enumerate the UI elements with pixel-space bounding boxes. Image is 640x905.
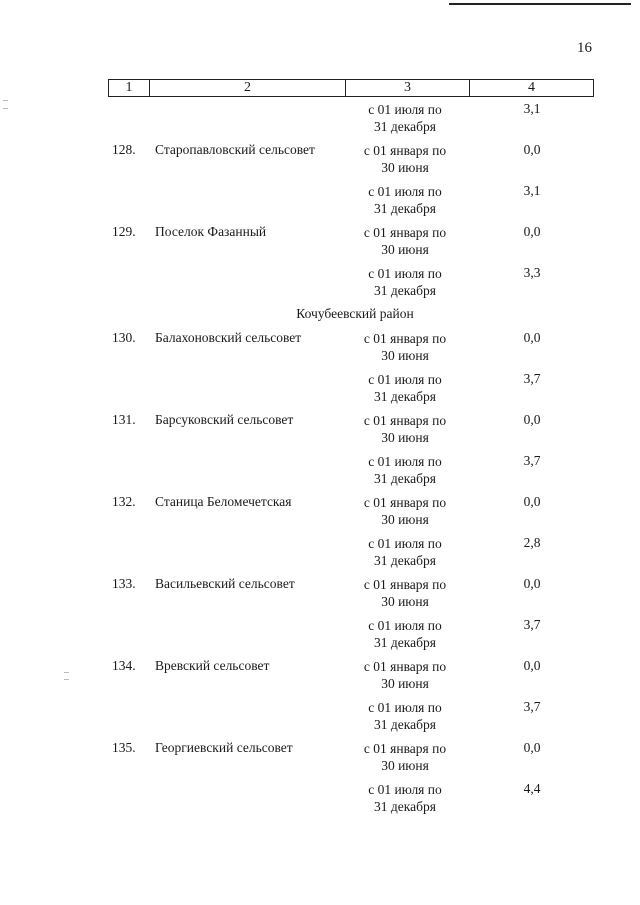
period-start: с 01 июля по [368, 782, 442, 797]
row-number: 128. [112, 142, 136, 157]
row-number: 133. [112, 576, 136, 591]
row-value: 3,1 [523, 183, 541, 198]
page-number: 16 [577, 40, 592, 56]
row-period [345, 699, 465, 733]
period-start: с 01 января по [363, 577, 447, 592]
period-start: с 01 июля по [368, 700, 442, 715]
row-period [345, 224, 465, 258]
period-end: 30 июня [381, 348, 429, 363]
period-start: с 01 января по [363, 495, 447, 510]
row-number: 132. [112, 494, 136, 509]
row-period [345, 658, 465, 692]
row-number: 131. [112, 412, 136, 427]
header-cell-1: 1 [125, 80, 133, 95]
period-start: с 01 января по [363, 143, 447, 158]
period-end: 31 декабря [374, 389, 436, 404]
period-end: 30 июня [381, 242, 429, 257]
period-end: 30 июня [381, 160, 429, 175]
period-end: 31 декабря [374, 201, 436, 216]
row-value: 0,0 [523, 412, 541, 427]
period-end: 31 декабря [374, 119, 436, 134]
row-value: 3,7 [523, 617, 541, 632]
row-value: 0,0 [523, 224, 541, 239]
period-end: 31 декабря [374, 283, 436, 298]
margin-tick [64, 672, 69, 673]
row-number: 130. [112, 330, 136, 345]
row-value: 0,0 [523, 740, 541, 755]
period-start: с 01 января по [363, 741, 447, 756]
row-name: Вревский сельсовет [155, 658, 270, 673]
row-name: Старопавловский сельсовет [155, 142, 315, 157]
period-start: с 01 июля по [368, 618, 442, 633]
row-name: Васильевский сельсовет [155, 576, 295, 591]
row-value: 3,3 [523, 265, 541, 280]
period-end: 31 декабря [374, 717, 436, 732]
row-value: 3,1 [523, 101, 541, 116]
row-name: Балахоновский сельсовет [155, 330, 302, 345]
period-end: 31 декабря [374, 635, 436, 650]
row-value: 3,7 [523, 371, 541, 386]
period-end: 30 июня [381, 512, 429, 527]
table-header [108, 79, 594, 97]
period-start: с 01 июля по [368, 536, 442, 551]
margin-tick [3, 108, 8, 109]
row-value: 0,0 [523, 330, 541, 345]
period-start: с 01 июля по [368, 184, 442, 199]
period-end: 31 декабря [374, 471, 436, 486]
header-cell-3: 3 [345, 80, 469, 96]
row-period [345, 101, 465, 135]
header-cell-2: 2 [149, 80, 345, 96]
period-end: 31 декабря [374, 799, 436, 814]
margin-tick [3, 100, 8, 101]
period-end: 30 июня [381, 430, 429, 445]
period-end: 31 декабря [374, 553, 436, 568]
row-value: 3,7 [523, 699, 541, 714]
row-period [345, 781, 465, 815]
row-value: 0,0 [523, 658, 541, 673]
row-number: 129. [112, 224, 136, 239]
header-cell-4: 4 [469, 80, 593, 96]
period-end: 30 июня [381, 594, 429, 609]
row-value: 0,0 [523, 142, 541, 157]
row-period [345, 576, 465, 610]
row-period [345, 142, 465, 176]
row-value: 0,0 [523, 576, 541, 591]
row-number: 134. [112, 658, 136, 673]
period-start: с 01 июля по [368, 454, 442, 469]
row-period [345, 183, 465, 217]
row-period [345, 330, 465, 364]
row-value: 4,4 [523, 781, 541, 796]
period-start: с 01 июля по [368, 102, 442, 117]
row-period [345, 617, 465, 651]
district-heading: Кочубеевский район [296, 306, 414, 321]
margin-tick [64, 679, 69, 680]
row-value: 3,7 [523, 453, 541, 468]
row-number: 135. [112, 740, 136, 755]
row-name: Станица Беломечетская [155, 494, 292, 509]
period-end: 30 июня [381, 758, 429, 773]
row-name: Поселок Фазанный [155, 224, 267, 239]
row-value: 0,0 [523, 494, 541, 509]
period-start: с 01 января по [363, 225, 447, 240]
row-period [345, 453, 465, 487]
row-name: Георгиевский сельсовет [155, 740, 293, 755]
row-period [345, 412, 465, 446]
period-end: 30 июня [381, 676, 429, 691]
row-value: 2,8 [523, 535, 541, 550]
period-start: с 01 января по [363, 331, 447, 346]
period-start: с 01 января по [363, 659, 447, 674]
row-period [345, 740, 465, 774]
row-period [345, 371, 465, 405]
row-period [345, 265, 465, 299]
row-name: Барсуковский сельсовет [155, 412, 294, 427]
top-rule [449, 3, 631, 5]
row-period [345, 535, 465, 569]
row-period [345, 494, 465, 528]
period-start: с 01 июля по [368, 372, 442, 387]
period-start: с 01 июля по [368, 266, 442, 281]
period-start: с 01 января по [363, 413, 447, 428]
